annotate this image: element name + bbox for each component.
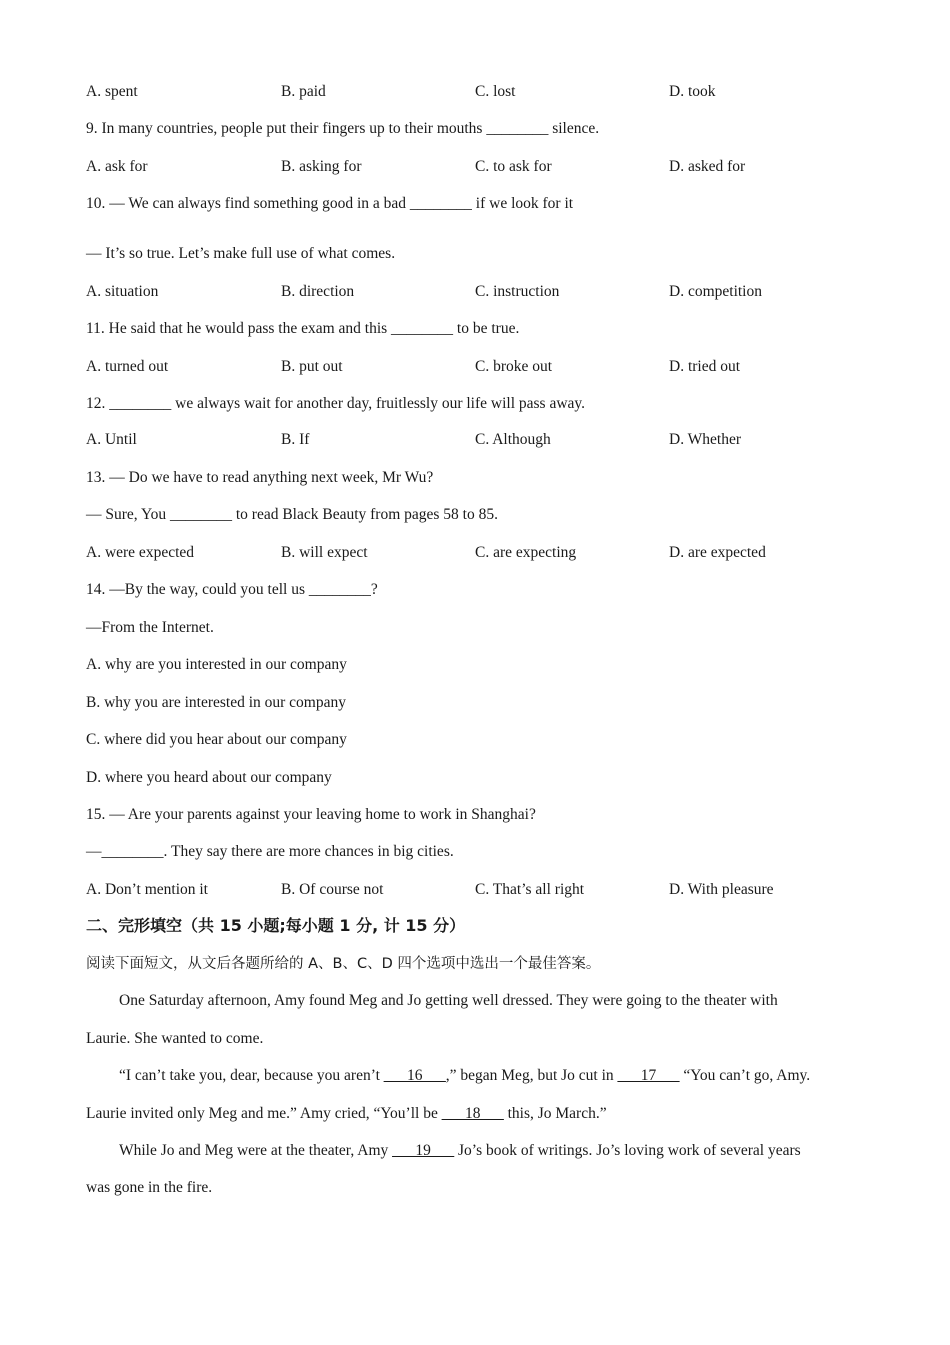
q11-option-a: A. turned out: [86, 358, 169, 375]
q13-option-c: C. are expecting: [475, 544, 577, 561]
q15-option-c: C. That’s all right: [475, 881, 585, 898]
q10-option-a: A. situation: [86, 283, 159, 300]
passage-text: “You can’t go, Amy.: [679, 1067, 811, 1084]
q8-option-a: A. spent: [86, 83, 138, 100]
q14-stem: 14. —By the way, could you tell us ________?: [86, 581, 378, 598]
q14-option-d: D. where you heard about our company: [86, 769, 332, 786]
q15-option-a: A. Don’t mention it: [86, 881, 208, 898]
q11-stem: 11. He said that he would pass the exam and this ________ to be true.: [86, 320, 520, 337]
q10-option-d: D. competition: [669, 283, 762, 300]
q14-option-b: B. why you are interested in our company: [86, 694, 346, 711]
q15-reply: —________. They say there are more chances in big cities.: [86, 843, 454, 860]
section-instruction: 阅读下面短文，从文后各题所给的 A、B、C、D 四个选项中选出一个最佳答案。: [86, 956, 601, 972]
q15-stem: 15. — Are your parents against your leaving home to work in Shanghai?: [86, 806, 536, 823]
passage-text: this, Jo March.”: [503, 1105, 607, 1122]
q12-option-c: C. Although: [475, 431, 551, 448]
passage-text: ,” began Meg, but Jo cut in: [445, 1067, 618, 1084]
passage-text: While Jo and Meg were at the theater, Amy: [119, 1142, 393, 1159]
q13-reply: — Sure, You ________ to read Black Beauty from pages 58 to 85.: [86, 506, 498, 523]
passage-p1-line1: One Saturday afternoon, Amy found Meg and Jo getting well dressed. They were going to the theater with: [119, 992, 778, 1009]
q15-option-b: B. Of course not: [281, 881, 384, 898]
q9-options: [86, 157, 866, 177]
passage-text: “I can’t take you, dear, because you aren’t: [119, 1067, 384, 1084]
passage-p2-line2: [86, 1104, 607, 1124]
q10-reply: — It’s so true. Let’s make full use of what comes.: [86, 245, 396, 262]
q13-option-a: A. were expected: [86, 544, 195, 561]
q11-option-d: D. tried out: [669, 358, 741, 375]
q15-options: [86, 880, 866, 900]
q13-option-d: D. are expected: [669, 544, 766, 561]
blank-16: ___16___: [383, 1067, 446, 1084]
q15-option-d: D. With pleasure: [669, 881, 774, 898]
q10-option-c: C. instruction: [475, 283, 560, 300]
q12-stem: 12. ________ we always wait for another day, fruitlessly our life will pass away.: [86, 395, 586, 412]
passage-text: Jo’s book of writings. Jo’s loving work of several years: [454, 1142, 801, 1159]
passage-p1-line2: Laurie. She wanted to come.: [86, 1030, 264, 1047]
passage-text: Laurie invited only Meg and me.” Amy cried, “You’ll be: [86, 1105, 442, 1122]
q12-option-d: D. Whether: [669, 431, 742, 448]
passage-p2-line1: [119, 1066, 810, 1086]
q10-stem: 10. — We can always find something good in a bad ________ if we look for it: [86, 195, 574, 212]
q9-option-c: C. to ask for: [475, 158, 552, 175]
q8-option-b: B. paid: [281, 83, 326, 100]
q9-stem: 9. In many countries, people put their fingers up to their mouths ________ silence.: [86, 120, 600, 137]
q12-options: [86, 430, 866, 450]
q14-option-a: A. why are you interested in our company: [86, 656, 347, 673]
q8-options: [86, 82, 866, 102]
q10-options: [86, 282, 866, 302]
q14-reply: —From the Internet.: [86, 619, 214, 636]
q9-option-a: A. ask for: [86, 158, 148, 175]
passage-p3-line1: [119, 1141, 801, 1161]
q11-options: [86, 357, 866, 377]
q13-options: [86, 543, 866, 563]
q12-option-a: A. Until: [86, 431, 137, 448]
q13-stem: 13. — Do we have to read anything next week, Mr Wu?: [86, 469, 434, 486]
q11-option-b: B. put out: [281, 358, 343, 375]
blank-17: ___17___: [617, 1067, 680, 1084]
q12-option-b: B. If: [281, 431, 310, 448]
blank-19: ___19___: [392, 1142, 455, 1159]
q11-option-c: C. broke out: [475, 358, 553, 375]
q14-option-c: C. where did you hear about our company: [86, 731, 347, 748]
q13-option-b: B. will expect: [281, 544, 368, 561]
q9-option-d: D. asked for: [669, 158, 746, 175]
q9-option-b: B. asking for: [281, 158, 362, 175]
section-title: 二、完形填空（共 15 小题;每小题 1 分, 计 15 分）: [86, 916, 466, 935]
q10-option-b: B. direction: [281, 283, 355, 300]
q8-option-c: C. lost: [475, 83, 516, 100]
passage-p3-line2: was gone in the fire.: [86, 1179, 213, 1196]
q8-option-d: D. took: [669, 83, 716, 100]
blank-18: ___18___: [441, 1105, 504, 1122]
